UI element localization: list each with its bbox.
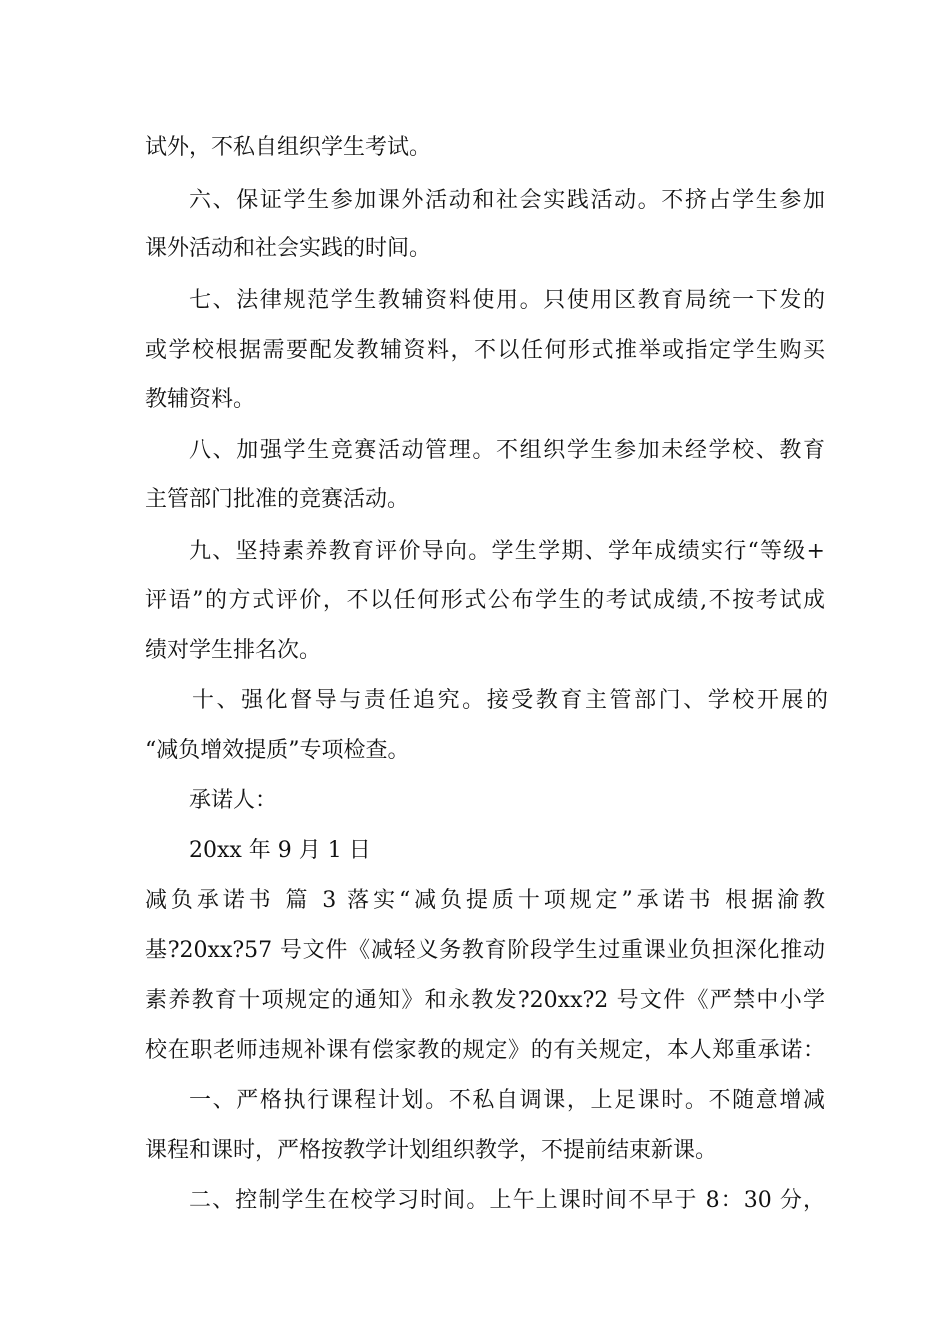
paragraph-ten: 十、强化督导与责任追究。接受教育主管部门、学校开展的: [192, 688, 828, 713]
paragraph-two: 二、控制学生在校学习时间。上午上课时间不早于 8：30 分，: [189, 1188, 825, 1213]
text-line: 教辅资料。: [145, 387, 256, 412]
text-line: 或学校根据需要配发教辅资料，不以任何形式推举或指定学生购买: [145, 338, 825, 363]
text-line: 基?20xx?57 号文件《减轻义务教育阶段学生过重课业负担深化推动: [145, 938, 825, 963]
text-line: 绩对学生排名次。: [145, 638, 322, 663]
date-line: 20xx 年 9 月 1 日: [189, 838, 371, 863]
paragraph-nine: 九、坚持素养教育评价导向。学生学期、学年成绩实行“等级+: [189, 539, 825, 564]
paragraph-one: 一、严格执行课程计划。不私自调课，上足课时。不随意增减: [189, 1088, 825, 1113]
paragraph-six: 六、保证学生参加课外活动和社会实践活动。不挤占学生参加: [189, 188, 825, 213]
text-line: 评语”的方式评价，不以任何形式公布学生的考试成绩,不按考试成: [145, 588, 825, 613]
text-line: 校在职老师违规补课有偿家教的规定》的有关规定，本人郑重承诺：: [145, 1038, 825, 1063]
signer-label: 承诺人：: [189, 788, 278, 813]
section-heading-line: 减负承诺书 篇 3 落实“减负提质十项规定”承诺书 根据渝教: [145, 888, 825, 913]
text-line: “减负增效提质”专项检查。: [145, 738, 410, 763]
text-line: 素养教育十项规定的通知》和永教发?20xx?2 号文件《严禁中小学: [145, 988, 825, 1013]
text-line: 课外活动和社会实践的时间。: [145, 236, 432, 261]
paragraph-seven: 七、法律规范学生教辅资料使用。只使用区教育局统一下发的: [189, 288, 825, 313]
text-line: 课程和课时，严格按教学计划组织教学，不提前结束新课。: [145, 1138, 718, 1163]
paragraph-eight: 八、加强学生竞赛活动管理。不组织学生参加未经学校、教育: [189, 438, 825, 463]
text-line: 试外，不私自组织学生考试。: [145, 135, 432, 160]
text-line: 主管部门批准的竞赛活动。: [145, 487, 410, 512]
